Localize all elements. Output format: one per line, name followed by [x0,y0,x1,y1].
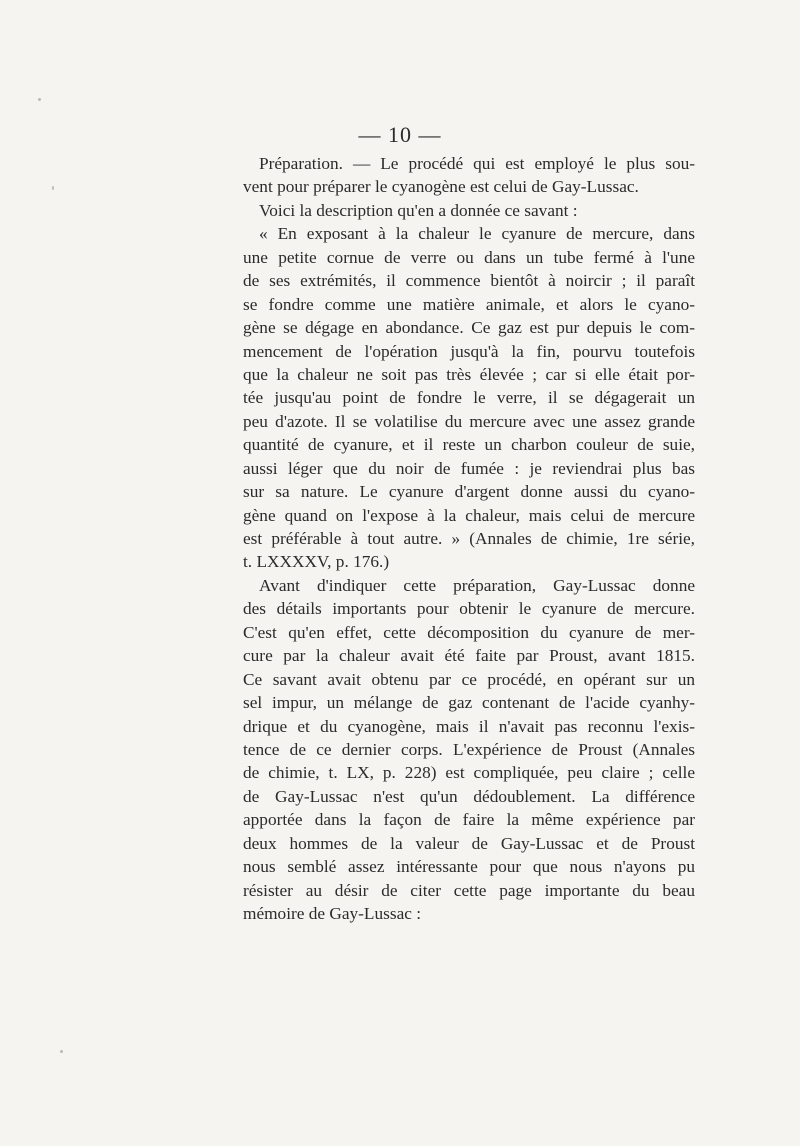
text-line: C'est qu'en effet, cette décomposition du cyanure de mer- [243,622,695,642]
text-line: drique et du cyanogène, mais il n'avait pas reconnu l'exis- [243,716,695,736]
text-line: Voici la description qu'en a donnée ce savant : [259,200,578,220]
text-line: vent pour préparer le cyanogène est celui de Gay-Lussac. [243,177,639,197]
text-line: que la chaleur ne soit pas très élevée ; car si elle était por- [243,364,695,384]
text-line: Préparation. — Le procédé qui est employé le plus sou- [259,154,695,173]
text-line: est préférable à tout autre. » (Annales de chimie, 1re série, [243,529,695,548]
text-line: deux hommes de la valeur de Gay-Lussac et de Proust [243,833,695,853]
text-line: de chimie, t. LX, p. 228) est compliquée, peu claire ; celle [243,763,695,783]
text-line: résister au désir de citer cette page importante du beau [243,880,695,900]
text-line: mencement de l'opération jusqu'à la fin, pourvu toutefois [243,341,695,361]
text-line: de Gay-Lussac n'est qu'un dédoublement. La différence [243,786,695,806]
paper-speck [38,98,41,101]
text-line: sel impur, un mélange de gaz contenant de l'acide cyanhy- [243,693,695,713]
text-line: cure par la chaleur avait été faite par Proust, avant 1815. [243,646,695,666]
page-number: — 10 — [358,122,442,147]
text-line: « En exposant à la chaleur le cyanure de mercure, dans [259,224,695,244]
text-line: de ses extrémités, il commence bientôt à noircir ; il paraît [243,271,695,291]
text-line: sur sa nature. Le cyanure d'argent donne aussi du cyano- [243,482,695,502]
text-line: Avant d'indiquer cette préparation, Gay-Lussac donne [259,575,695,595]
paper-speck [60,1050,63,1053]
text-line: quantité de cyanure, et il reste un charbon couleur de suie, [243,435,695,455]
text-line: tée jusqu'au point de fondre le verre, il se dégagerait un [243,388,695,408]
text-line: gène se dégage en abondance. Ce gaz est pur depuis le com- [243,318,695,338]
text-line: mémoire de Gay-Lussac : [243,904,422,923]
text-line: gène quand on l'expose à la chaleur, mais celui de mercure [243,505,695,525]
text-line: apportée dans la façon de faire la même expérience par [243,810,695,830]
text-line: Ce savant avait obtenu par ce procédé, en opérant sur un [243,669,695,689]
paper-speck [52,186,54,190]
text-line: se fondre comme une matière animale, et alors le cyano- [243,294,695,314]
text-line: tence de ce dernier corps. L'expérience de Proust (Annales [243,739,695,759]
text-line: aussi léger que du noir de fumée : je reviendrai plus bas [243,458,695,478]
text-line: des détails importants pour obtenir le cyanure de mercure. [243,599,695,619]
text-line: t. LXXXXV, p. 176.) [243,552,390,572]
text-line: nous semblé assez intéressante pour que nous n'ayons pu [243,857,695,877]
text-line: une petite cornue de verre ou dans un tube fermé à l'une [243,247,695,267]
text-line: peu d'azote. Il se volatilise du mercure avec une assez grande [243,411,695,431]
body-text [243,152,695,925]
